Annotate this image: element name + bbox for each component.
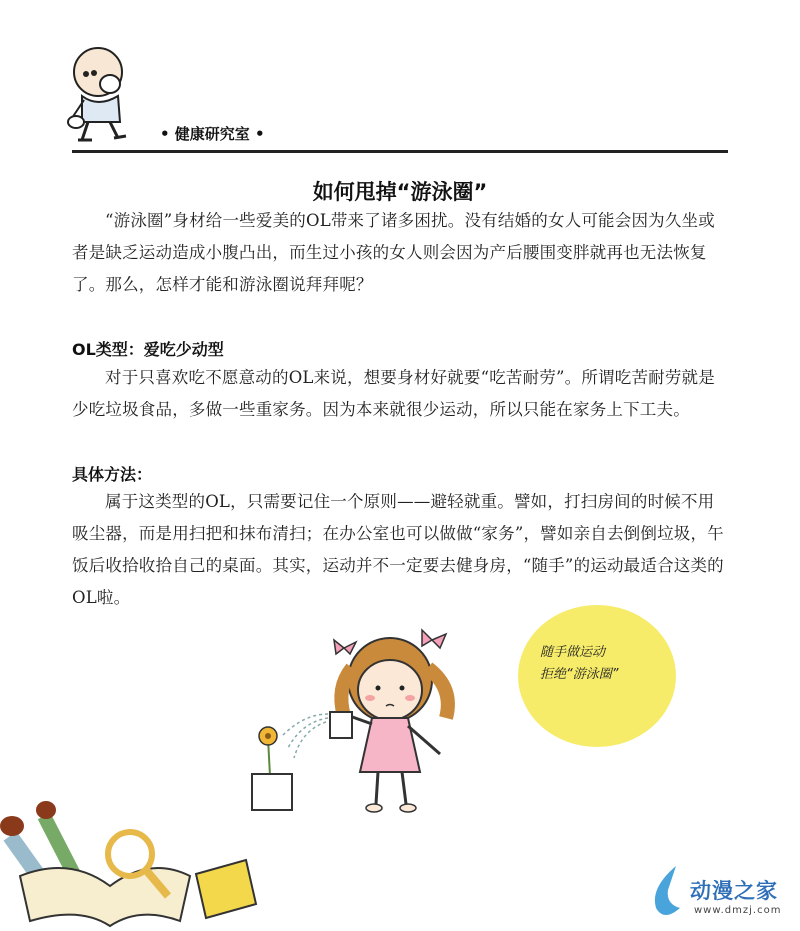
bubble-caption bbox=[540, 642, 670, 686]
bubble-line-1: 随手做运动 bbox=[540, 645, 606, 660]
intro-paragraph: “游泳圈”身材给一些爱美的OL带来了诸多困扰。没有结婚的女人可能会因为久坐或者是缺乏运动造成小腹凸出，而生过小孩的女人则会因为产后腰围变胖就再也无法恢复了。那么，怎样才能和游泳圈说拜拜呢？ bbox=[72, 211, 715, 294]
method-heading: 具体方法： bbox=[72, 465, 153, 484]
type-paragraph: 对于只喜欢吃不愿意动的OL来说，想要身材好就要“吃苦耐劳”。所谓吃苦耐劳就是少吃垃圾食品，多做一些重家务。因为本来就很少运动，所以只能在家务上下工夫。 bbox=[72, 368, 715, 419]
watermark-url: www.dmzj.com bbox=[694, 905, 782, 916]
method-paragraph: 属于这类型的OL，只需要记住一个原则——避轻就重。譬如，打扫房间的时候不用吸尘器，而是用扫把和抹布清扫；在办公室也可以做做“家务”，譬如亲自去倒倒垃圾，午饭后收拾收拾自己的桌面。其实，运动并不一定要去健身房，“随手”的运动最适合这类的OL啦。 bbox=[72, 492, 724, 607]
type-heading: OL类型：爱吃少动型 bbox=[72, 340, 224, 359]
watermark-name: 动漫之家 bbox=[690, 879, 778, 903]
watermark-logo-icon bbox=[646, 864, 688, 918]
books-illustration bbox=[0, 796, 270, 931]
article-title: 如何甩掉“游泳圈” bbox=[312, 180, 488, 204]
section-label: • 健康研究室 • bbox=[160, 125, 265, 143]
header-rule bbox=[72, 150, 728, 153]
girl-watering-illustration bbox=[240, 618, 470, 816]
mascot-illustration bbox=[62, 36, 152, 144]
bubble-line-2: 拒绝“游泳圈” bbox=[540, 667, 619, 682]
